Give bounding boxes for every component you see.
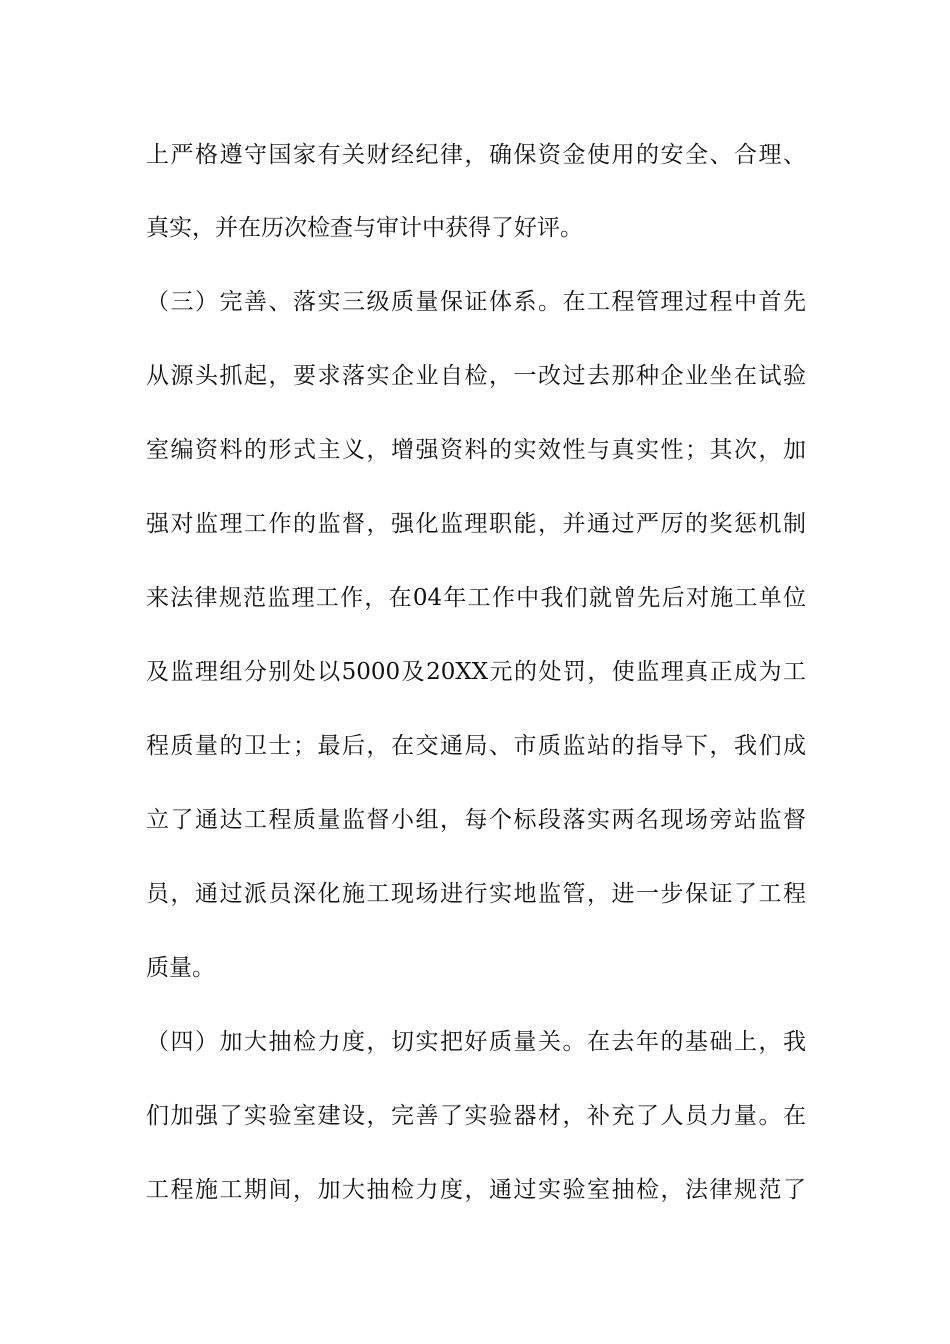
- text-line: 来法律规范监理工作，在04年工作中我们就曾先后对施工单位: [146, 585, 806, 611]
- paragraph-heading-4: （四）加大抽检力度，切实把好质量关。在去年的基础上，我: [146, 1029, 806, 1055]
- text-line: 们加强了实验室建设，完善了实验器材，补充了人员力量。在: [146, 1103, 806, 1129]
- text-line: 质量。: [146, 955, 215, 981]
- text-line: 程质量的卫士；最后，在交通局、市质监站的指导下，我们成: [146, 733, 806, 759]
- text-line: 上严格遵守国家有关财经纪律，确保资金使用的安全、合理、: [146, 142, 806, 168]
- text-line: 工程施工期间，加大抽检力度，通过实验室抽检，法律规范了: [146, 1177, 806, 1203]
- text-line: 及监理组分别处以5000及20XX元的处罚，使监理真正成为工: [146, 659, 806, 685]
- text-line: 从源头抓起，要求落实企业自检，一改过去那种企业坐在试验: [146, 363, 806, 389]
- text-line: 员，通过派员深化施工现场进行实地监管，进一步保证了工程: [146, 881, 806, 907]
- text-line: 室编资料的形式主义，增强资料的实效性与真实性；其次，加: [146, 437, 806, 463]
- text-line: 立了通达工程质量监督小组，每个标段落实两名现场旁站监督: [146, 807, 806, 833]
- paragraph-heading-3: （三）完善、落实三级质量保证体系。在工程管理过程中首先: [146, 289, 806, 315]
- text-line: 强对监理工作的监督，强化监理职能，并通过严厉的奖惩机制: [146, 511, 806, 537]
- text-line: 真实，并在历次检查与审计中获得了好评。: [146, 215, 583, 241]
